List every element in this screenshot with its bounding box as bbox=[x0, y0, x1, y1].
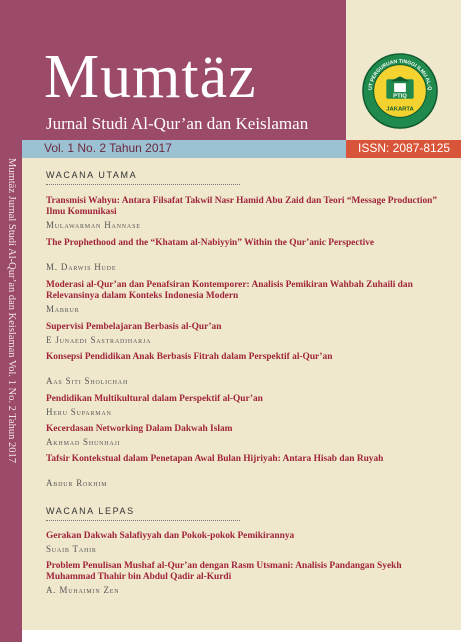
right-margin bbox=[461, 0, 473, 642]
article-title: Supervisi Pembelajaran Berbasis al-Qur’an bbox=[46, 322, 222, 332]
article-title: Gerakan Dakwah Salafiyyah dan Pokok-pokok Pemikirannya bbox=[46, 531, 295, 541]
section-rule bbox=[46, 184, 240, 185]
article-author: Heru Suparman bbox=[46, 407, 112, 417]
article-author: Akhmad Shunhaji bbox=[46, 437, 121, 447]
article-title: Moderasi al-Qur’an dan Penafsiran Kontemporer: Analisis Pemikiran Wahbah Zuhaili dan Relevansinya dalam Konteks Indonesia Modern bbox=[46, 280, 413, 301]
section-heading-utama: WACANA UTAMA bbox=[46, 170, 138, 180]
logo-inner-text: PTIQ bbox=[393, 93, 407, 100]
crest-icon bbox=[361, 52, 439, 130]
volume-text: Vol. 1 No. 2 Tahun 2017 bbox=[44, 141, 172, 155]
issn-bar bbox=[346, 140, 461, 158]
article-author: E Junaedi Sastradiharja bbox=[46, 335, 152, 345]
article-title: Transmisi Wahyu: Antara Filsafat Takwil Nasr Hamid Abu Zaid dan Teori “Message Production” Ilmu Komunikasi bbox=[46, 196, 438, 217]
article-author: Suaib Tahir bbox=[46, 544, 97, 554]
spine-text: Mumtäz Jurnal Studi Al-Qur’an dan Keislaman Vol. 1 No. 2 Tahun 2017 bbox=[6, 158, 17, 463]
article-author: M. Darwis Hude bbox=[46, 262, 117, 272]
article-author: Aas Siti Sholichah bbox=[46, 376, 129, 386]
logo-arc-text: UT PERGURUAN TINGGI ILMU AL-Q bbox=[367, 58, 433, 91]
logo-bottom-text: JAKARTA bbox=[386, 106, 414, 113]
volume-bar bbox=[22, 140, 346, 158]
article-author: Mabrur bbox=[46, 304, 80, 314]
spine-bottom bbox=[0, 630, 22, 642]
article-author: Mulawarman Hannase bbox=[46, 220, 141, 230]
section-heading-lepas: WACANA LEPAS bbox=[46, 506, 135, 516]
issn-text: ISSN: 2087-8125 bbox=[358, 141, 451, 155]
article-title: Tafsir Kontekstual dalam Penetapan Awal Bulan Hijriyah: Antara Hisab dan Ruyah bbox=[46, 454, 384, 464]
article-title: Konsepsi Pendidikan Anak Berbasis Fitrah dalam Perspektif al-Qur’an bbox=[46, 352, 333, 362]
journal-subtitle: Jurnal Studi Al-Qur’an dan Keislaman bbox=[46, 114, 309, 133]
article-title: Problem Penulisan Mushaf al-Qur’an dengan Rasm Utsmani: Analisis Pandangan Syekh Muhammad Thahir bin Abdul Qadir al-Kurdi bbox=[46, 561, 402, 582]
journal-title: Mumtäz bbox=[44, 43, 257, 111]
bottom-margin bbox=[0, 630, 473, 642]
article-title: The Prophethood and the “Khatam al-Nabiyyin” Within the Qur’anic Perspective bbox=[46, 238, 375, 248]
article-title: Kecerdasan Networking Dalam Dakwah Islam bbox=[46, 424, 233, 434]
section-rule bbox=[46, 520, 240, 521]
article-author: Abdur Rokhim bbox=[46, 478, 108, 488]
article-author: A. Muhaimin Zen bbox=[46, 585, 120, 595]
article-title: Pendidikan Multikultural dalam Perspektif al-Qur’an bbox=[46, 394, 263, 404]
